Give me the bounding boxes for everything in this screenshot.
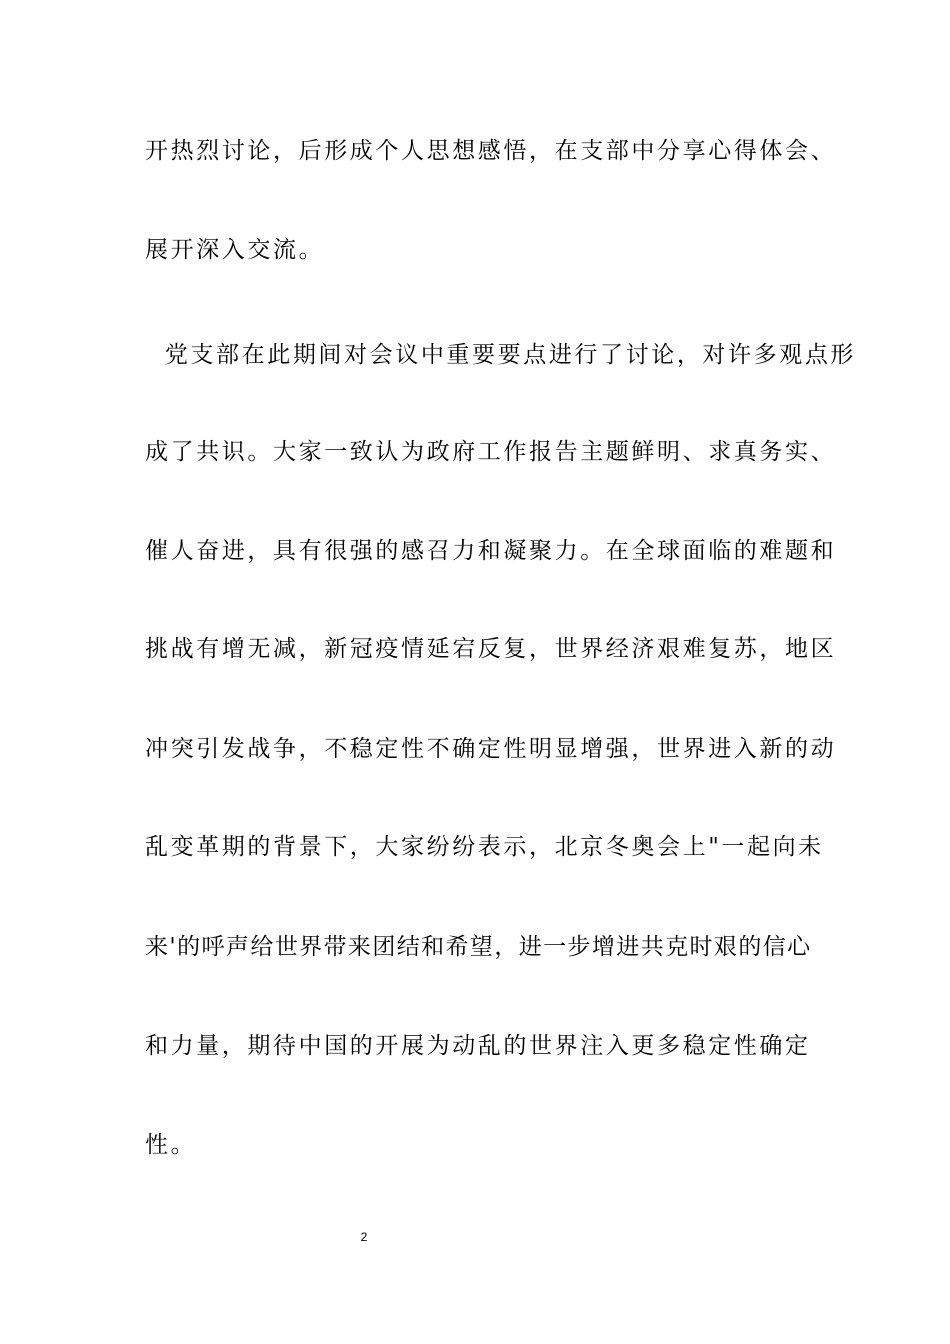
page-number: 2 (360, 1230, 368, 1244)
text-line: 开热烈讨论，后形成个人思想感悟，在支部中分享心得体会、 (145, 138, 837, 164)
paragraph-start-line: 党支部在此期间对会议中重要要点进行了讨论，对许多观点形 (145, 342, 857, 368)
text-line: 来'的呼声给世界带来团结和希望，进一步增进共克时艰的信心 (145, 934, 812, 960)
text-line: 挑战有增无减，新冠疫情延宕反复，世界经济艰难复苏，地区 (145, 636, 837, 662)
text-line: 和力量，期待中国的开展为动乱的世界注入更多稳定性确定 (145, 1033, 811, 1059)
text-line: 冲突引发战争，不稳定性不确定性明显增强，世界进入新的动 (145, 736, 837, 762)
text-line: 性。 (145, 1132, 197, 1158)
text-line: 催人奋进，具有很强的感召力和凝聚力。在全球面临的难题和 (145, 538, 837, 564)
text-line: 乱变革期的背景下，大家纷纷表示，北京冬奥会上"一起向未 (145, 834, 824, 860)
text-line: 成了共识。大家一致认为政府工作报告主题鲜明、求真务实、 (145, 439, 837, 465)
text-line: 展开深入交流。 (145, 237, 325, 263)
